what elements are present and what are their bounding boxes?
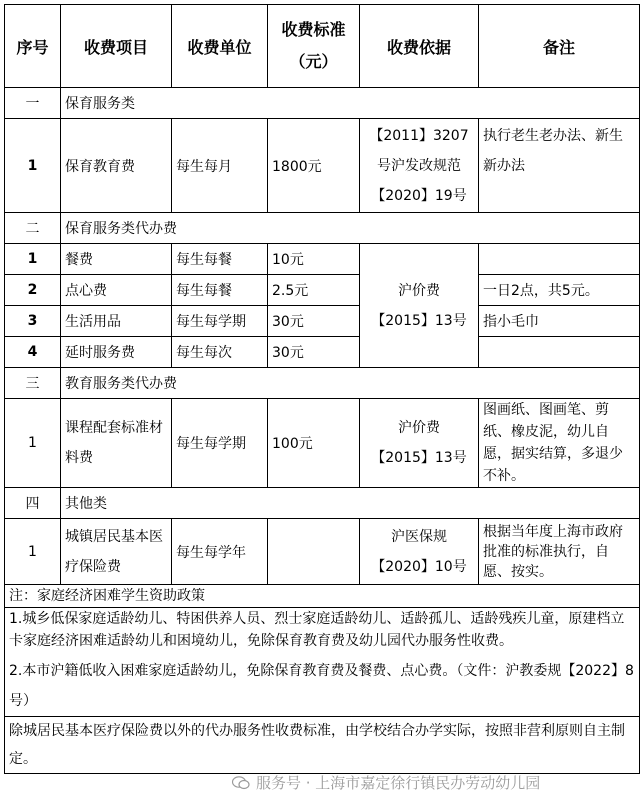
basis-line: 沪医保规: [391, 528, 447, 545]
row-unit: 每生每学年: [172, 519, 268, 585]
row-no: 1: [5, 399, 61, 488]
row-remark: [479, 244, 640, 275]
row-item: 延时服务费: [61, 337, 172, 368]
section-title: 教育服务类代办费: [61, 368, 640, 399]
row-remark: 执行老生老办法、新生新办法: [479, 119, 640, 213]
row-unit: 每生每学期: [172, 399, 268, 488]
table-row: [5, 399, 640, 488]
section-title: 保育服务类代办费: [61, 213, 640, 244]
header-remark: 备注: [479, 5, 640, 88]
header-item: 收费项目: [61, 5, 172, 88]
row-item: 保育教育费: [61, 119, 172, 213]
row-item: 城镇居民基本医疗保险费: [61, 519, 172, 585]
row-remark: 一日2点，共5元。: [479, 275, 640, 306]
row-standard: 100元: [268, 399, 360, 488]
row-standard: 30元: [268, 337, 360, 368]
section-title: 保育服务类: [61, 88, 640, 119]
section-no: 四: [5, 488, 61, 519]
row-basis: [360, 244, 479, 368]
row-remark: [479, 337, 640, 368]
row-item: 点心费: [61, 275, 172, 306]
section-row-3: [5, 368, 640, 399]
notes-item-2: 2.本市沪籍低收入困难家庭适龄幼儿，免除保育教育费及餐费、点心费。（文件：沪教委规【2022】8号）: [9, 663, 634, 709]
basis-line: 沪价费: [398, 282, 440, 299]
row-remark: 图画纸、图画笔、剪纸、橡皮泥，幼儿自愿，据实结算，多退少不补。: [479, 399, 640, 488]
header-no: 序号: [5, 5, 61, 88]
notes-item-1: 1.城乡低保家庭适龄幼儿、特困供养人员、烈士家庭适龄幼儿、适龄孤儿、适龄残疾儿童，原建档立卡家庭经济困难适龄幼儿和困境幼儿，免除保育教育费及幼儿园代办服务性收费。: [9, 611, 625, 649]
header-unit: 收费单位: [172, 5, 268, 88]
notes-item-row: [5, 608, 640, 717]
watermark: [232, 772, 540, 793]
section-no: 二: [5, 213, 61, 244]
basis-line: 沪价费: [398, 420, 440, 436]
basis-line: 号沪发改规范: [377, 157, 461, 174]
row-standard: 2.5元: [268, 275, 360, 306]
row-basis: [360, 519, 479, 585]
row-remark: 指小毛巾: [479, 306, 640, 337]
section-row-4: [5, 488, 640, 519]
header-standard-line2: （元）: [289, 52, 338, 71]
section-row-1: [5, 88, 640, 119]
table-row: [5, 337, 640, 368]
table-row: [5, 306, 640, 337]
header-standard: [268, 5, 360, 88]
row-standard: [268, 519, 360, 585]
row-no: 2: [5, 275, 61, 306]
row-no: 1: [5, 119, 61, 213]
row-no: 1: [5, 519, 61, 585]
section-row-2: [5, 213, 640, 244]
basis-line: 【2020】10号: [371, 558, 467, 575]
notes-final: 除城居民基本医疗保险费以外的代办服务性收费标准，由学校结合办学实际，按照非营利原则自主制定。: [5, 717, 640, 774]
row-basis: [360, 119, 479, 213]
row-basis: [360, 399, 479, 488]
row-item: 生活用品: [61, 306, 172, 337]
row-unit: 每生每学期: [172, 306, 268, 337]
fee-table: [4, 4, 640, 774]
table-row: [5, 519, 640, 585]
watermark-text: 服务号 · 上海市嘉定徐行镇民办劳动幼儿园: [256, 774, 541, 792]
row-standard: 1800元: [268, 119, 360, 213]
notes-final-row: [5, 717, 640, 774]
table-row: [5, 119, 640, 213]
row-item: 课程配套标准材料费: [61, 399, 172, 488]
row-unit: 每生每次: [172, 337, 268, 368]
section-no: 一: [5, 88, 61, 119]
basis-line: 【2020】19号: [371, 187, 467, 204]
row-item: 餐费: [61, 244, 172, 275]
row-unit: 每生每餐: [172, 244, 268, 275]
basis-line: 【2011】3207: [369, 127, 469, 144]
row-unit: 每生每月: [172, 119, 268, 213]
row-remark: 根据当年度上海市政府批准的标准执行，自愿、按实。: [479, 519, 640, 585]
header-row: [5, 5, 640, 88]
row-no: 1: [5, 244, 61, 275]
wechat-icon: [232, 776, 250, 790]
header-standard-line1: 收费标准: [281, 20, 346, 39]
row-no: 3: [5, 306, 61, 337]
notes-body: [5, 608, 640, 717]
notes-title: 注：家庭经济困难学生资助政策: [5, 585, 640, 608]
row-standard: 30元: [268, 306, 360, 337]
row-standard: 10元: [268, 244, 360, 275]
basis-line: 【2015】13号: [371, 312, 467, 329]
row-unit: 每生每餐: [172, 275, 268, 306]
notes-title-row: [5, 585, 640, 608]
header-basis: 收费依据: [360, 5, 479, 88]
table-row: [5, 275, 640, 306]
row-no: 4: [5, 337, 61, 368]
basis-line: 【2015】13号: [371, 450, 467, 466]
section-title: 其他类: [61, 488, 640, 519]
section-no: 三: [5, 368, 61, 399]
table-row: [5, 244, 640, 275]
